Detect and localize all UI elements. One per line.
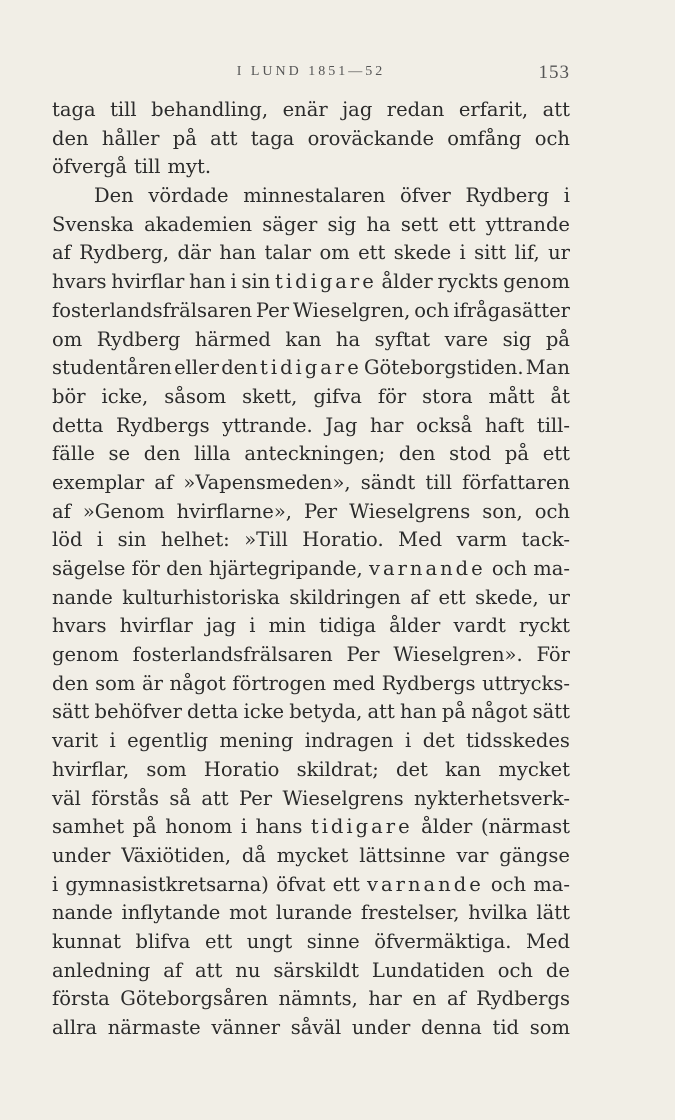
text-line <box>52 957 570 986</box>
word: i <box>96 528 104 552</box>
word: se <box>108 442 131 466</box>
word: öfvergå <box>52 155 127 179</box>
word: tidiga <box>319 614 377 638</box>
word: gymnasistkretsarna) <box>65 872 269 896</box>
word: att <box>367 700 395 724</box>
word: har <box>370 413 404 437</box>
word: lätt <box>536 901 570 925</box>
word: som <box>95 671 136 695</box>
text-line <box>52 727 570 756</box>
word: ha <box>366 212 391 236</box>
word: betyda, <box>289 700 363 724</box>
word: har <box>368 987 402 1011</box>
word: lurande <box>275 901 353 925</box>
word: skildringen <box>289 585 401 609</box>
word: anledning <box>52 958 151 982</box>
word: haft <box>484 413 525 437</box>
word: på <box>441 700 467 724</box>
word: denna <box>421 1016 482 1039</box>
word: ålder <box>389 614 441 638</box>
word: jag <box>205 614 237 638</box>
word: lilla <box>194 442 231 466</box>
word: »Genom <box>82 499 165 523</box>
running-head: I LUND 1851—52 <box>236 64 386 79</box>
word: att <box>210 126 238 150</box>
word: Växiötiden, <box>121 843 232 867</box>
word: af <box>52 241 71 265</box>
word: hans <box>255 815 303 839</box>
word: minnestalaren <box>243 184 386 208</box>
word: den <box>221 356 258 380</box>
word: vördade <box>148 184 229 208</box>
word: sin <box>241 270 271 294</box>
word: Med <box>525 929 570 953</box>
word: en <box>412 987 437 1011</box>
word: ålder <box>381 270 433 294</box>
word: han <box>189 270 226 294</box>
word: myt. <box>167 155 212 179</box>
word: ett <box>204 929 233 953</box>
word: Göteborgstiden. <box>363 356 524 380</box>
word: varnande <box>367 872 484 896</box>
word: är <box>142 671 163 695</box>
word: Jag <box>325 413 358 437</box>
word: ur <box>548 241 570 265</box>
word: studentåren <box>52 356 172 380</box>
word: kan <box>445 757 482 781</box>
word: hvirflar <box>111 270 185 294</box>
word: den <box>166 557 203 580</box>
word: varnande <box>368 557 486 580</box>
word: yttrande <box>485 212 570 236</box>
word: på <box>172 126 197 150</box>
word: ett <box>542 442 570 466</box>
word: Rydberg, <box>79 241 170 265</box>
text-line <box>52 239 570 268</box>
text-line <box>52 326 570 355</box>
word: fosterlandsfrälsaren <box>132 643 333 667</box>
word: »Vapensmeden», <box>183 470 351 494</box>
word: genom <box>503 270 570 294</box>
word: hvirflarne», <box>176 499 292 523</box>
word: och <box>490 872 527 896</box>
word: yttrande. <box>222 413 313 437</box>
word: Den <box>94 184 134 208</box>
word: om <box>52 327 83 351</box>
word: detta <box>187 700 239 724</box>
word: på <box>504 442 529 466</box>
word: af <box>446 987 466 1011</box>
word: sett <box>400 212 439 236</box>
word: Horatio <box>203 757 280 781</box>
word: närmaste <box>107 1016 201 1039</box>
text-line <box>52 612 570 641</box>
text-line <box>52 584 570 613</box>
word: blifva <box>135 929 191 953</box>
word: gängse <box>499 843 570 867</box>
word: inflytande <box>121 901 221 925</box>
body-text <box>52 96 570 1043</box>
word: Wieselgrens <box>349 499 471 523</box>
word: Rydbergs <box>115 413 210 437</box>
word: första <box>52 987 110 1011</box>
word: fälle <box>52 442 95 466</box>
word: lättsinne <box>359 843 446 867</box>
word: nande <box>52 901 113 925</box>
word: Rydbergs <box>476 987 570 1011</box>
word: i <box>230 270 237 294</box>
word: jag <box>342 98 373 121</box>
word: af <box>52 499 71 523</box>
text-line <box>52 1014 570 1043</box>
word: fosterlandsfrälsaren <box>52 298 253 322</box>
word: mycket <box>498 757 570 781</box>
word: gifva <box>313 384 362 408</box>
word: de <box>545 958 570 982</box>
word: skede, <box>475 585 539 609</box>
word: honom <box>165 815 233 839</box>
word: vänner <box>211 1016 281 1039</box>
text-line <box>52 899 570 928</box>
word: Rydbergs <box>381 671 476 695</box>
word: till <box>425 470 452 494</box>
word: om <box>319 241 350 265</box>
word: och <box>497 958 533 982</box>
text-line <box>52 383 570 412</box>
word: nämnts, <box>278 987 358 1011</box>
word: att <box>201 786 229 810</box>
text-line <box>52 756 570 785</box>
word: Per <box>255 298 290 322</box>
text-line <box>52 670 570 699</box>
word: frestelser, <box>360 901 460 925</box>
text-line <box>52 842 570 871</box>
word: allra <box>52 1016 98 1039</box>
word: väl <box>52 786 81 810</box>
word: sätt <box>532 700 570 724</box>
word: öfvat <box>276 872 326 896</box>
word: för <box>131 557 160 580</box>
word: i <box>459 241 466 265</box>
text-line <box>52 985 570 1014</box>
word: stora <box>422 384 473 408</box>
text-line <box>52 813 570 842</box>
word: erfarit, <box>458 98 529 121</box>
word: Wieselgrens <box>282 786 404 810</box>
word: författaren <box>462 470 570 494</box>
word: icke, <box>101 384 149 408</box>
word: sändt <box>360 470 416 494</box>
text-line <box>52 182 570 211</box>
word: lif, <box>514 241 540 265</box>
word: af <box>410 585 430 609</box>
word: att <box>542 98 570 121</box>
word: tidigare <box>310 815 413 839</box>
page-header <box>52 62 570 86</box>
word: af <box>154 470 174 494</box>
word: ungt <box>246 929 293 953</box>
word: Per <box>346 643 380 667</box>
word: ett <box>438 585 466 609</box>
word: ifrågasätter <box>453 298 570 322</box>
text-line <box>52 555 570 584</box>
word: »Till <box>244 528 288 552</box>
word: den <box>52 671 89 695</box>
word: vare <box>444 327 489 351</box>
word: och <box>534 126 570 150</box>
word: af <box>163 958 183 982</box>
word: såsom <box>164 384 227 408</box>
text-line <box>52 498 570 527</box>
word: ett <box>332 872 360 896</box>
word: i <box>52 872 59 896</box>
word: redan <box>386 98 445 121</box>
text-line <box>52 153 570 182</box>
text-line <box>52 698 570 727</box>
word: som <box>146 757 187 781</box>
word: Göteborgsåren <box>120 987 269 1011</box>
word: Wieselgren, <box>292 298 411 322</box>
word: mått <box>488 384 535 408</box>
text-line <box>52 871 570 900</box>
word: skildrat; <box>296 757 379 781</box>
word: tidsskedes <box>465 729 570 753</box>
word: mot <box>229 901 268 925</box>
text-line <box>52 469 570 498</box>
word: kunnat <box>52 929 121 953</box>
word: den <box>398 442 436 466</box>
word: hvirflar, <box>52 757 130 781</box>
word: indragen <box>304 729 394 753</box>
text-line <box>52 268 570 297</box>
word: vardt <box>453 614 506 638</box>
text-line <box>52 297 570 326</box>
word: med <box>332 671 376 695</box>
word: ryckts <box>437 270 499 294</box>
word: i <box>563 184 570 208</box>
text-line <box>52 641 570 670</box>
word: anteckningen; <box>244 442 386 466</box>
word: det <box>422 729 455 753</box>
word: nykterhetsverk- <box>413 786 570 810</box>
word: nu <box>235 958 261 982</box>
word: varm <box>456 528 508 552</box>
text-line <box>52 211 570 240</box>
word: förstås <box>91 786 159 810</box>
word: ha <box>335 327 361 351</box>
word: för <box>377 384 407 408</box>
word: tack- <box>521 528 570 552</box>
word: och <box>534 499 570 523</box>
word: akademien <box>144 212 253 236</box>
word: där <box>177 241 211 265</box>
word: som <box>529 1016 570 1039</box>
word: sägelse <box>52 557 126 580</box>
word: För <box>536 643 570 667</box>
word: ma- <box>533 872 570 896</box>
word: mening <box>219 729 294 753</box>
text-line <box>52 526 570 555</box>
word: Svenska <box>52 212 134 236</box>
word: då <box>241 843 266 867</box>
word: Rydberg <box>96 327 181 351</box>
word: på <box>132 815 157 839</box>
word: härmed <box>194 327 271 351</box>
word: under <box>52 843 111 867</box>
word: öfvermäktiga. <box>374 929 512 953</box>
word: sig <box>502 327 532 351</box>
page-number: 153 <box>538 62 570 83</box>
word: såväl <box>290 1016 342 1039</box>
word: förtrogen <box>232 671 327 695</box>
word: var <box>456 843 489 867</box>
word: sin <box>117 528 147 552</box>
word: Wieselgren». <box>393 643 523 667</box>
word: och <box>491 557 528 580</box>
text-line <box>52 354 570 383</box>
word: ma- <box>533 557 570 580</box>
text-line <box>52 928 570 957</box>
word: mycket <box>276 843 349 867</box>
word: varit <box>52 729 99 753</box>
word: kulturhistoriska <box>122 585 280 609</box>
word: sitt <box>474 241 507 265</box>
word: löd <box>52 528 83 552</box>
word: i <box>405 729 412 753</box>
word: så <box>169 786 191 810</box>
word: något <box>471 700 528 724</box>
word: egentlig <box>127 729 209 753</box>
word: uttrycks- <box>482 671 570 695</box>
text-line <box>52 412 570 441</box>
word: helhet: <box>160 528 230 552</box>
word: den <box>52 126 89 150</box>
word: bör <box>52 384 86 408</box>
text-line <box>52 125 570 154</box>
word: till- <box>536 413 570 437</box>
word: min <box>268 614 306 638</box>
word: det <box>396 757 428 781</box>
word: detta <box>52 413 104 437</box>
word: hjärtegripande, <box>208 557 363 580</box>
word: och <box>414 298 450 322</box>
word: stod <box>449 442 492 466</box>
word: ålder <box>421 815 473 839</box>
word: eller <box>174 356 219 380</box>
word: kan <box>285 327 322 351</box>
word: nande <box>52 585 113 609</box>
word: ryckt <box>519 614 570 638</box>
word: tid <box>492 1016 520 1039</box>
word: hvilka <box>468 901 528 925</box>
word: enär <box>282 98 328 121</box>
text-line <box>52 440 570 469</box>
word: omfång <box>447 126 522 150</box>
word: oroväckande <box>307 126 434 150</box>
word: icke <box>243 700 285 724</box>
word: sinne <box>306 929 360 953</box>
word: sätt <box>52 700 90 724</box>
word: Per <box>303 499 338 523</box>
word: sig <box>327 212 357 236</box>
word: samhet <box>52 815 125 839</box>
word: håller <box>101 126 160 150</box>
word: att <box>195 958 223 982</box>
word: i <box>249 614 256 638</box>
word: under <box>351 1016 411 1039</box>
word: syftat <box>374 327 431 351</box>
word: Rydberg <box>465 184 550 208</box>
word: ett <box>358 241 386 265</box>
word: tidigare <box>260 356 362 380</box>
word: öfver <box>399 184 451 208</box>
word: Horatio. <box>302 528 384 552</box>
word: hvirflar <box>119 614 193 638</box>
text-line <box>52 785 570 814</box>
word: särskildt <box>273 958 359 982</box>
word: genom <box>52 643 119 667</box>
word: Man <box>525 356 570 380</box>
word: till <box>110 98 137 121</box>
word: säger <box>262 212 318 236</box>
word: han <box>400 700 437 724</box>
word: Med <box>398 528 443 552</box>
word: den <box>143 442 181 466</box>
word: talar <box>264 241 312 265</box>
text-line <box>52 96 570 125</box>
word: ett <box>448 212 476 236</box>
word: ur <box>548 585 570 609</box>
word: (närmast <box>480 815 570 839</box>
word: i <box>240 815 248 839</box>
word: son, <box>482 499 523 523</box>
word: skede <box>393 241 452 265</box>
word: på <box>545 327 570 351</box>
word: åt <box>550 384 570 408</box>
word: behöfver <box>94 700 182 724</box>
word: skett, <box>242 384 298 408</box>
word: exemplar <box>52 470 145 494</box>
word: också <box>416 413 473 437</box>
word: han <box>219 241 257 265</box>
word: Lundatiden <box>371 958 485 982</box>
word: i <box>109 729 116 753</box>
word: tidigare <box>275 270 377 294</box>
word: taga <box>52 98 96 121</box>
word: hvars <box>52 270 107 294</box>
word: behandling, <box>151 98 269 121</box>
word: taga <box>250 126 295 150</box>
word: Per <box>238 786 273 810</box>
word: något <box>169 671 226 695</box>
word: hvars <box>52 614 107 638</box>
word: till <box>133 155 161 179</box>
